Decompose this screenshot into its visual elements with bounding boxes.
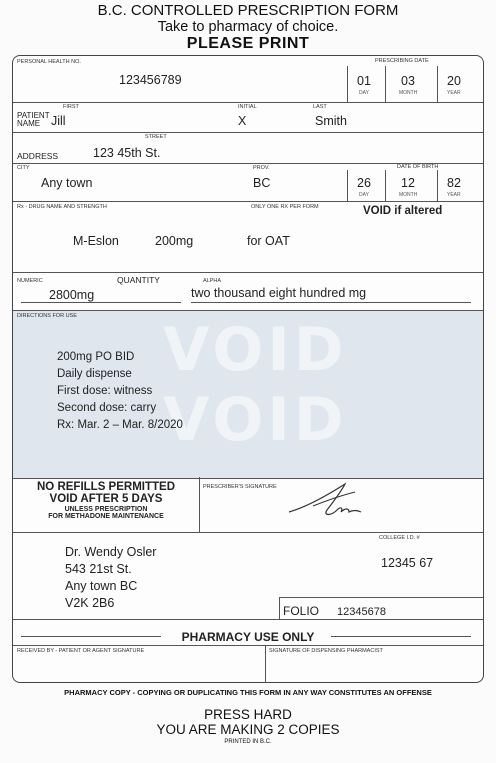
prescriber-street: 543 21st St. [65,562,132,576]
last-label: LAST [313,104,327,110]
initial-label: INITIAL [238,104,257,110]
prescriber-postal: V2K 2B6 [65,596,115,610]
received-by-label: RECEIVED BY - PATIENT OR AGENT SIGNATURE [17,648,145,654]
divider [437,170,438,201]
divider [279,597,483,598]
methadone-text: FOR METHADONE MAINTENANCE [48,513,164,520]
form-subtitle: Take to pharmacy of choice. [157,19,339,35]
drug-strength[interactable]: 200mg [155,234,194,248]
alpha-underline [191,302,471,303]
rx-day-label: DAY [359,90,369,96]
dispensing-signature-label: SIGNATURE OF DISPENSING PHARMACIST [269,648,383,654]
dob-year-label: YEAR [447,192,461,198]
first-name-value[interactable]: Jill [51,114,66,128]
dob-day-value[interactable]: 26 [357,176,371,190]
prescriber-address [65,544,156,612]
divider [385,66,386,102]
prescriber-signature[interactable] [283,478,383,522]
direction-line[interactable]: Second dose: carry [57,402,157,414]
quantity-label: QUANTITY [117,275,160,285]
divider [13,532,483,533]
prescriber-name: Dr. Wendy Osler [65,545,157,559]
folio-label: FOLIO [283,604,320,618]
unless-text: UNLESS PRESCRIPTION [64,506,148,513]
qty-alpha-value[interactable]: two thousand eight hundred mg [191,286,367,300]
rx-drug-label: Rx - DRUG NAME AND STRENGTH [17,204,107,210]
no-refills-notice [16,482,196,520]
rx-month-label: MONTH [399,90,418,96]
city-value[interactable]: Any town [41,176,93,190]
directions-label: DIRECTIONS FOR USE [17,313,77,319]
prescriber-city: Any town BC [65,579,138,593]
pharmacy-use-only [13,628,483,646]
prov-label: PROV. [253,165,270,171]
first-label: FIRST [63,104,79,110]
numeric-underline [21,302,181,303]
direction-line[interactable]: Rx: Mar. 2 – Mar. 8/2020 [57,419,183,431]
divider [13,102,483,103]
dob-year-value[interactable]: 82 [447,176,461,190]
college-id-value[interactable]: 12345 67 [381,556,434,570]
alpha-label: ALPHA [203,278,222,284]
direction-line[interactable]: Daily dispense [57,368,132,380]
divider [347,170,348,201]
dob-month-value[interactable]: 12 [401,176,415,190]
city-label: CITY [17,165,30,171]
divider [13,201,483,202]
college-id-label: COLLEGE I.D. # [379,535,420,541]
void-after-text: VOID AFTER 5 DAYS [49,492,163,505]
divider [279,597,280,619]
no-refills-text: NO REFILLS PERMITTED [37,481,175,493]
divider [199,477,200,532]
dob-month-label: MONTH [399,192,418,198]
void-watermark: VOID VOID [163,315,348,455]
direction-line[interactable]: 200mg PO BID [57,351,135,363]
void-if-altered: VOID if altered [363,205,443,217]
rx-day-value[interactable]: 01 [357,74,371,88]
directions-area [13,310,483,479]
pharmacy-use-label: PHARMACY USE ONLY [178,630,319,644]
divider [347,66,348,102]
folio-value[interactable]: 12345678 [337,606,386,618]
rx-month-value[interactable]: 03 [401,74,415,88]
street-label: STREET [145,134,167,140]
prescribing-date-label: PRESCRIBING DATE [375,58,429,64]
please-print: PLEASE PRINT [186,35,310,52]
phn-label: PERSONAL HEALTH NO. [17,59,81,65]
province-value[interactable]: BC [253,176,271,190]
prescription-form [12,55,484,683]
address-value[interactable]: 123 45th St. [93,146,161,160]
last-name-value[interactable]: Smith [315,114,347,128]
prescriber-signature-label: PRESCRIBER'S SIGNATURE [203,484,277,490]
rx-year-label: YEAR [447,90,461,96]
dob-label: DATE OF BIRTH [397,164,439,170]
divider [385,170,386,201]
drug-name[interactable]: M-Eslon [73,234,119,248]
divider [13,272,483,273]
patient-name-label: PATIENT NAME [17,111,50,128]
divider [437,66,438,102]
one-rx-label: ONLY ONE RX PER FORM [251,204,319,210]
divider [13,645,483,646]
qty-numeric-value[interactable]: 2800mg [49,288,95,302]
copies-notice: YOU ARE MAKING 2 COPIES [156,722,340,737]
direction-line[interactable]: First dose: witness [57,385,153,397]
drug-indication[interactable]: for OAT [247,234,290,248]
divider [265,645,266,683]
phn-value[interactable]: 123456789 [119,73,182,87]
numeric-label: NUMERIC [17,278,43,284]
address-label: ADDRESS [17,151,59,161]
press-hard: PRESS HARD [204,707,292,722]
copy-warning: PHARMACY COPY - COPYING OR DUPLICATING THIS FORM IN ANY WAY CONSTITUTES AN OFFENSE [64,688,432,697]
form-title: B.C. CONTROLLED PRESCRIPTION FORM [97,2,399,19]
initial-value[interactable]: X [238,114,247,128]
rx-year-value[interactable]: 20 [447,74,461,88]
divider [13,619,483,620]
divider [13,132,483,133]
printed-in: PRINTED IN B.C. [224,739,272,745]
dob-day-label: DAY [359,192,369,198]
